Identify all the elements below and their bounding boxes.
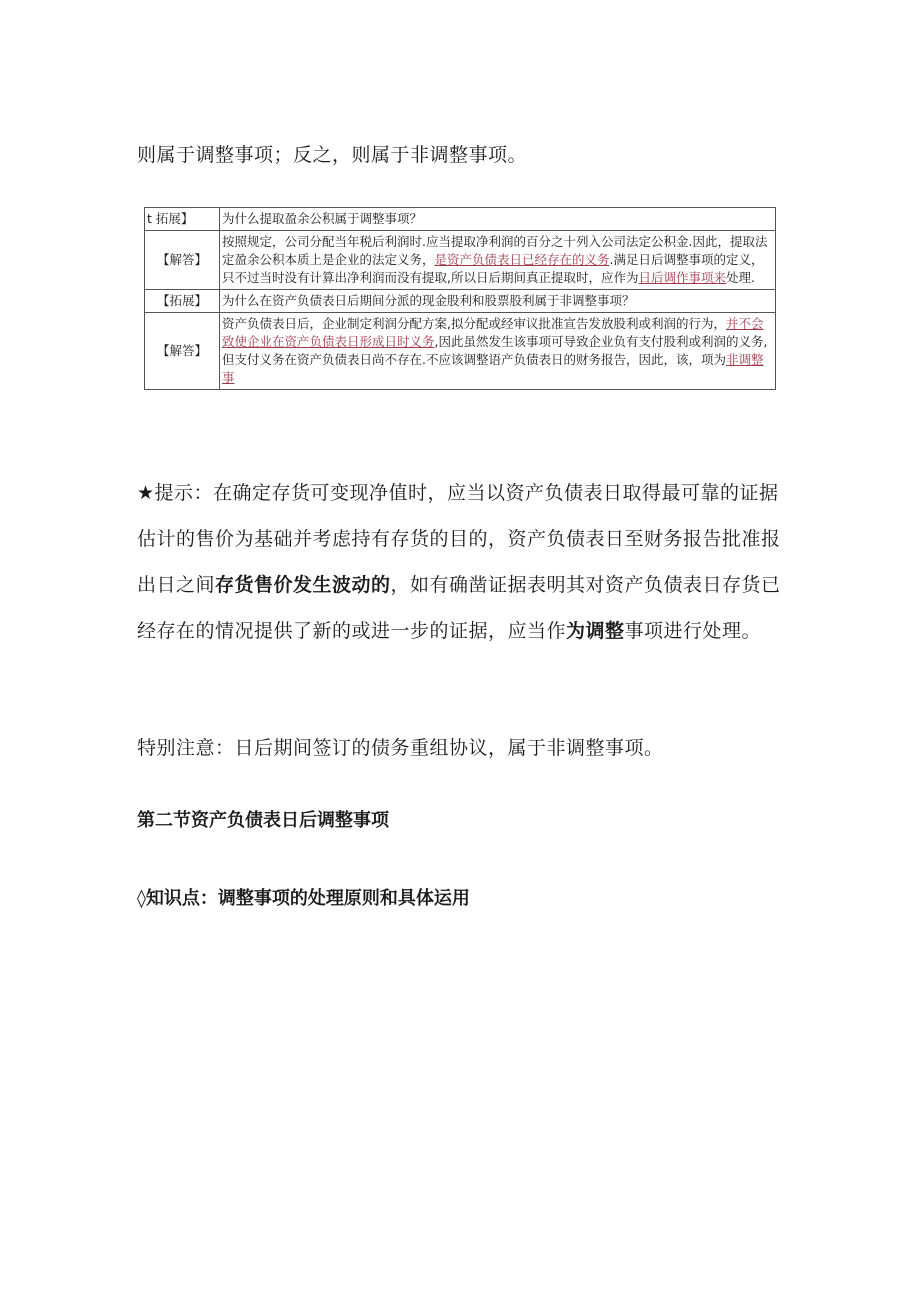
table-row xyxy=(145,313,776,390)
row-answer xyxy=(220,231,776,290)
row-label: 【解答】 xyxy=(145,313,220,390)
answer-text: ,因此虽然发生该事项可导致企业负有支付股利或利润的义务,但支付义务在资产负债表日尚不存在.不应该调整语产负债表日的财务报告，因此，该，项为 xyxy=(222,334,768,367)
answer-text: 资产负债表日后，企业制定利润分配方案,拟分配或经审议批准宣告发放股利或利润的行为， xyxy=(222,316,726,331)
answer-highlight: 日后调作事项来 xyxy=(638,270,726,285)
row-question: 为什么提取盈余公积属于调整事项？ xyxy=(220,208,776,231)
qa-table xyxy=(144,207,776,390)
tip-text: 事项进行处理。 xyxy=(624,620,762,642)
knowledge-point-heading: ◊知识点：调整事项的处理原则和具体运用 xyxy=(137,888,470,909)
tip-text: ★提示：在确定存货可变现净值时，应当以资产负债表日取得最可靠的证据估计的售价为基础并考虑持有存货的目的，资产负债表日至财务报告批准报出日之间 xyxy=(137,482,781,596)
row-label: 【拓展】 xyxy=(145,290,220,313)
answer-highlight: 并不会致使企业在资产负债表日形成日时义务 xyxy=(222,316,764,349)
answer-text: .满足日后调整事项的定义，只不过当时没有计算出净利润而没有提取,所以日后期间真正提取时，应作为 xyxy=(222,252,764,285)
intro-paragraph: 则属于调整事项；反之，则属于非调整事项。 xyxy=(137,144,528,166)
table-row xyxy=(145,290,776,313)
table-row xyxy=(145,208,776,231)
row-label: t 拓展】 xyxy=(145,208,220,231)
row-label: 【解答】 xyxy=(145,231,220,290)
answer-highlight: 非调整事 xyxy=(222,352,764,385)
row-question: 为什么在资产负债表日后期间分派的现金股利和股票股利属于非调整事项？ xyxy=(220,290,776,313)
section-heading: 第二节资产负债表日后调整事项 xyxy=(137,810,389,831)
note-paragraph: 特别注意：日后期间签订的债务重组协议，属于非调整事项。 xyxy=(137,737,664,759)
tip-emphasis: 为调整 xyxy=(566,620,625,642)
tip-text: ，如有确凿证据表明其对资产负债表日存货已经存在的情况提供了新的或进一步的证据，应当作 xyxy=(137,574,781,642)
table-row xyxy=(145,231,776,290)
tip-paragraph xyxy=(137,470,797,654)
row-answer xyxy=(220,313,776,390)
answer-text: 按照规定，公司分配当年税后利润时.应当提取净利润的百分之十列入公司法定公积金.因此，提取法定盈余公积本质上是企业的法定义务， xyxy=(222,234,768,267)
answer-highlight: 是资产负债表日已经存在的义务 xyxy=(434,252,610,267)
tip-emphasis: 存货售价发生波动的 xyxy=(215,574,391,596)
answer-text: 处理. xyxy=(726,270,755,285)
